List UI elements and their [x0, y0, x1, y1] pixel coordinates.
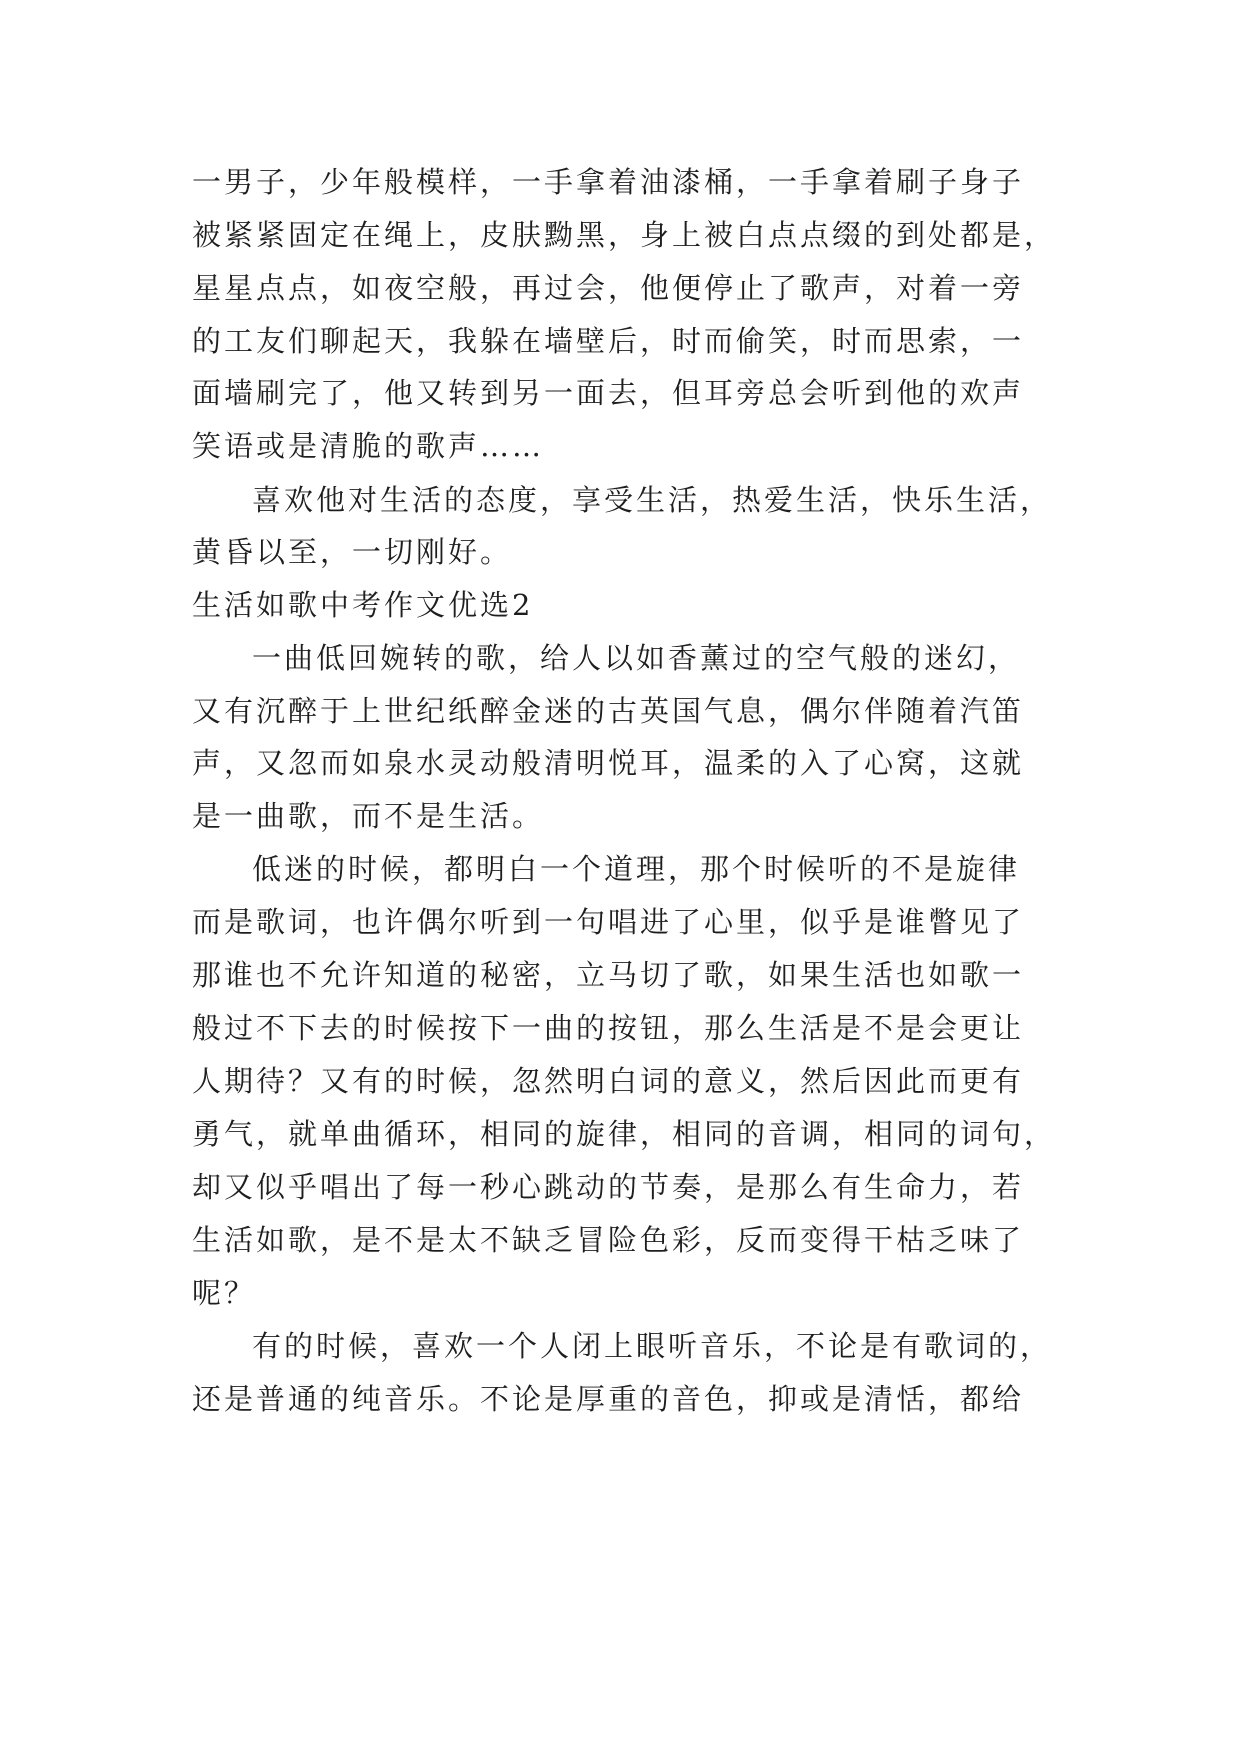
text-line: 般过不下去的时候按下一曲的按钮，那么生活是不是会更让: [192, 1011, 1025, 1045]
text-line: 人期待？又有的时候，忽然明白词的意义，然后因此而更有: [192, 1064, 1025, 1098]
text-line: 一曲低回婉转的歌，给人以如香薰过的空气般的迷幻，: [252, 641, 1021, 675]
text-line: 被紧紧固定在绳上，皮肤黝黑，身上被白点点缀的到处都是，: [192, 218, 1057, 252]
text-line: 有的时候，喜欢一个人闭上眼听音乐，不论是有歌词的，: [252, 1329, 1053, 1363]
text-line: 面墙刷完了，他又转到另一面去，但耳旁总会听到他的欢声: [192, 376, 1025, 410]
text-line: 呢？: [192, 1276, 257, 1310]
text-line: 喜欢他对生活的态度，享受生活，热爱生活，快乐生活，: [252, 483, 1053, 517]
text-line: 一男子，少年般模样，一手拿着油漆桶，一手拿着刷子身子: [192, 165, 1025, 199]
text-line: 又有沉醉于上世纪纸醉金迷的古英国气息，偶尔伴随着汽笛: [192, 694, 1025, 728]
text-line: 是一曲歌，而不是生活。: [192, 799, 545, 833]
text-line: 那谁也不允许知道的秘密，立马切了歌，如果生活也如歌一: [192, 958, 1025, 992]
text-line: 笑语或是清脆的歌声……: [192, 429, 545, 463]
section-heading: 生活如歌中考作文优选2: [192, 588, 534, 622]
text-line: 低迷的时候，都明白一个道理，那个时候听的不是旋律: [252, 852, 1021, 886]
text-line: 星星点点，如夜空般，再过会，他便停止了歌声，对着一旁: [192, 271, 1025, 305]
text-line: 生活如歌，是不是太不缺乏冒险色彩，反而变得干枯乏味了: [192, 1223, 1025, 1257]
text-line: 声，又忽而如泉水灵动般清明悦耳，温柔的入了心窝，这就: [192, 746, 1025, 780]
text-line: 而是歌词，也许偶尔听到一句唱进了心里，似乎是谁瞥见了: [192, 905, 1025, 939]
text-line: 黄昏以至，一切刚好。: [192, 535, 513, 569]
text-line: 却又似乎唱出了每一秒心跳动的节奏，是那么有生命力，若: [192, 1170, 1025, 1204]
text-line: 勇气，就单曲循环，相同的旋律，相同的音调，相同的词句，: [192, 1117, 1057, 1151]
text-line: 的工友们聊起天，我躲在墙壁后，时而偷笑，时而思索，一: [192, 324, 1025, 358]
text-line: 还是普通的纯音乐。不论是厚重的音色，抑或是清恬，都给: [192, 1382, 1025, 1416]
